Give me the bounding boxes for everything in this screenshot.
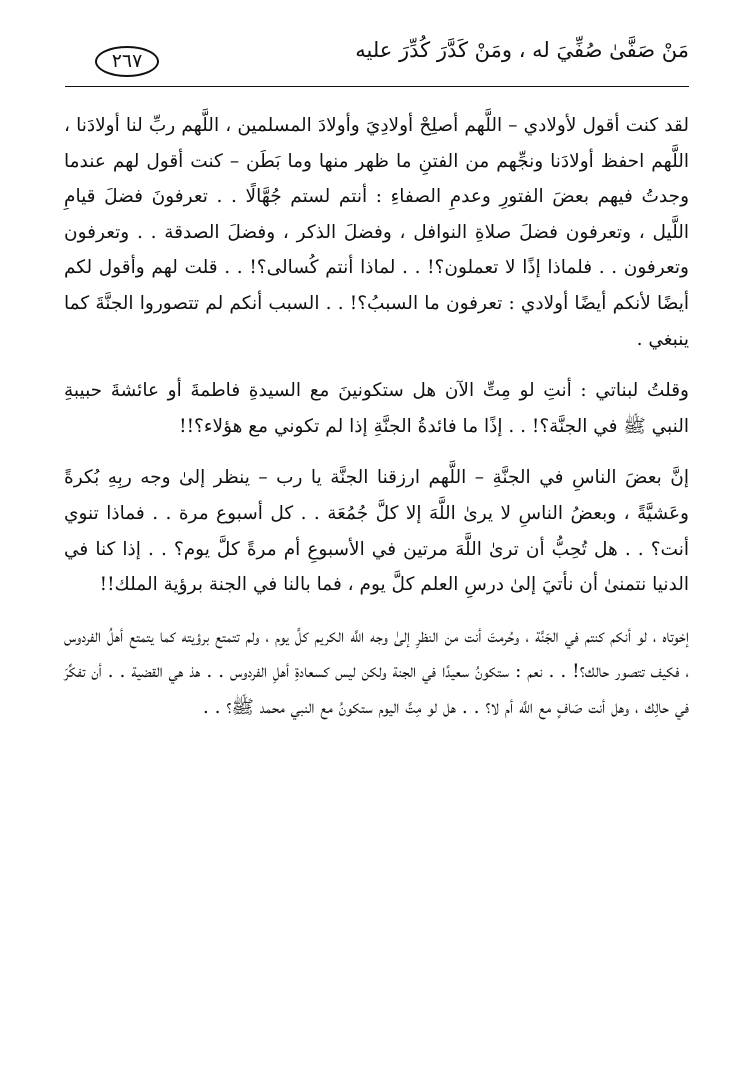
page-body <box>64 108 689 726</box>
page-number-badge <box>95 46 159 77</box>
paragraph: لقد كنت أقول لأولادي – اللَّهم أصلِحْ أولادِيَ وأولادَ المسلمين ، اللَّهم ربِّ لنا أولادَنا ، اللَّهم احفظ أولادَنا ونجِّهم من الفتنِ ما ظهر منها وما بَطَن – كنت أقول لهم عندما وجدتُ فيهم بعضَ الفتورِ وعدمِ الصفاءِ : أنتم لستم جُهَّالًا . . تعرفونَ فضلَ قيامِ اللَّيل ، وتعرفون فضلَ صلاةِ النوافل ، وفضلَ الذكر ، وفضلَ الصدقة . . وتعرفون وتعرفون . . فلماذا إذًا لا تعملون؟! . . لماذا أنتم كُسالى؟! . . قلت لهم وأقول لكم أيضًا لأنكم أيضًا أولادي : تعرفون ما السببُ؟! . . السبب أنكم لم تتصوروا الجنَّةَ كما ينبغي . <box>64 115 689 350</box>
paragraph: وقلتُ لبناتي : أنتِ لو مِتِّ الآن هل ستكونينَ مع السيدةِ فاطمةَ أو عائشةَ حبيبةِ النبي ﷺ في الجنَّة؟! . . إذًا ما فائدةُ الجنَّةِ إذا لم تكوني مع هؤلاء؟!! <box>64 380 689 437</box>
page-number: ٢٦٧ <box>111 50 143 72</box>
header-divider <box>65 86 689 87</box>
paragraph: إنَّ بعضَ الناسِ في الجنَّةِ – اللَّهم ارزقنا الجنَّة يا رب – ينظر إلىٰ وجه ربِهِ بُكرةً وعَشيَّةً ، وبعضُ الناسِ لا يرىٰ اللَّهَ إلا كلَّ جُمُعَة . . كل أسبوع مرة . . فماذا تنوي أنت؟ . . هل تُحِبُّ أن ترىٰ اللَّهَ مرتين في الأسبوعِ أم مرةً كلَّ يوم؟ . . إذا كنا في الدنيا نتمنىٰ أن نأتيَ إلىٰ درسِ العلم كلَّ يوم ، فما بالنا في الجنة برؤية الملك!! <box>64 467 689 596</box>
running-header-title: مَنْ صَفَّىٰ صُفِّيَ له ، ومَنْ كَدَّرَ كُدِّرَ عليه <box>355 38 689 62</box>
paragraph: إخوتاه ، لو أنكم كنتم في الجَنَّة ، وحُرمتَ أنت من النظرِ إلىٰ وجه اللَّه الكريم كلَّ يوم ، ولم تتمتع برؤيته كما يتمتع أهلُ الفردوس ، فكيف تتصور حالك؟! . . نعم : ستكونُ سعيدًا في الجنة ولكن ليس كسعادةِ أهلِ الفردوس . . هذ هي القضية . . أن تفكِّرَ في حالِك ، وهل أنت صَافٍ مع اللَّه أم لا؟ . . هل لو مِتَّ اليوم ستكونُ مع النبي محمد ﷺ؟ . . <box>64 625 689 718</box>
